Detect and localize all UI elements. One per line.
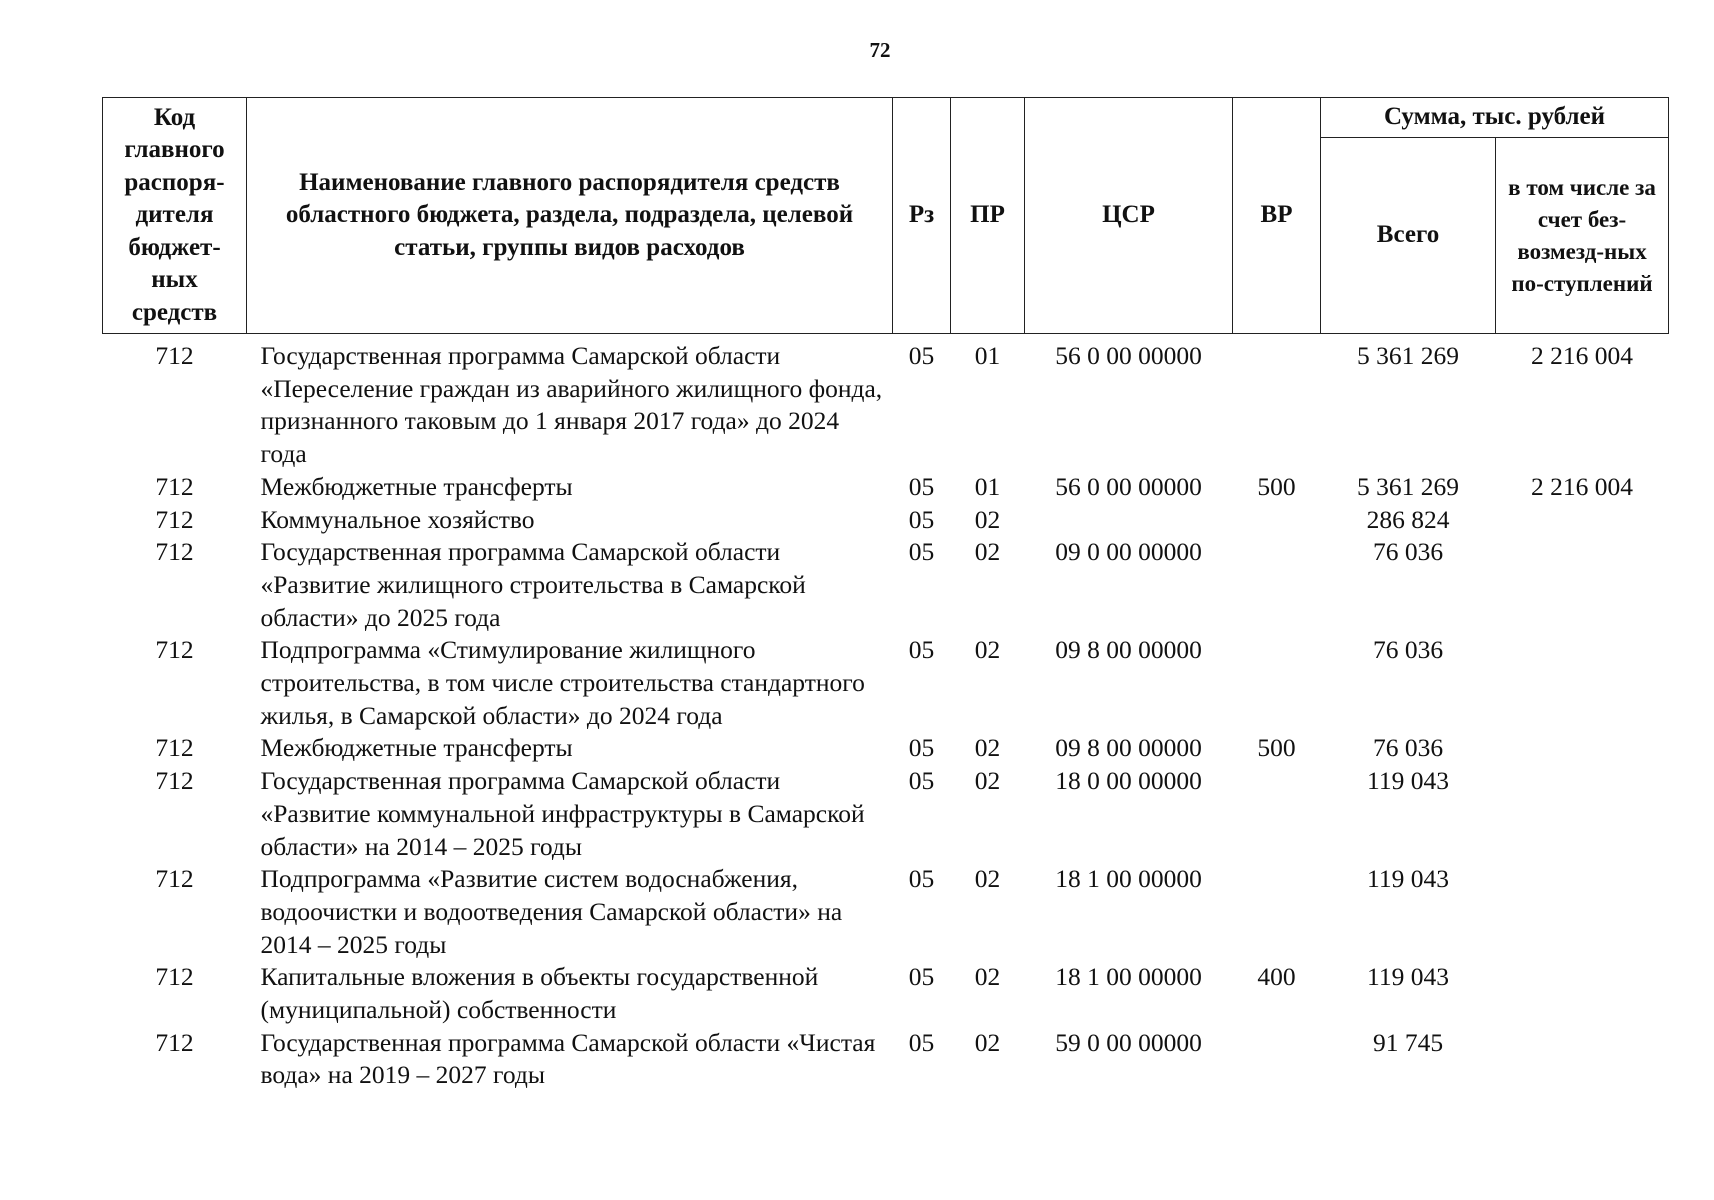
table-row (103, 634, 1669, 732)
cell-incl (1496, 536, 1669, 634)
header-vr: ВР (1233, 98, 1321, 334)
table-row (103, 961, 1669, 1026)
cell-code: 712 (155, 635, 194, 665)
cell-vr (1233, 536, 1321, 634)
table-row (103, 536, 1669, 634)
cell-name: Государственная программа Самарской области «Развитие жилищного строительства в Самарской области» до 2025 года (260, 537, 806, 632)
cell-rz: 05 (908, 864, 935, 894)
header-total: Всего (1321, 138, 1496, 334)
cell-vr: 500 (1257, 471, 1296, 501)
cell-name: Капитальные вложения в объекты государственной (муниципальной) собственности (260, 962, 819, 1025)
cell-name: Подпрограмма «Стимулирование жилищного строительства, в том числе строительства стандартного жилья, в Самарской области» до 2024 года (260, 635, 865, 730)
cell-total: 5 361 269 (1357, 471, 1459, 501)
cell-rz: 05 (908, 962, 935, 992)
cell-incl: 2 216 004 (1531, 471, 1633, 501)
cell-rz: 05 (908, 635, 935, 665)
cell-rz: 05 (908, 1027, 935, 1057)
cell-incl: 2 216 004 (1531, 341, 1633, 370)
header-code: Код главного распоря-дителя бюджет-ных средств (103, 98, 247, 334)
cell-code: 712 (155, 962, 194, 992)
cell-incl (1496, 863, 1669, 961)
cell-vr: 500 (1257, 733, 1296, 763)
cell-csr: 59 0 00 00000 (1055, 1027, 1202, 1057)
cell-incl (1496, 634, 1669, 732)
cell-incl (1496, 1027, 1669, 1092)
cell-total: 76 036 (1372, 635, 1444, 665)
table-row (103, 504, 1669, 537)
cell-pr: 02 (974, 864, 1001, 894)
cell-code: 712 (155, 537, 194, 567)
cell-pr: 02 (974, 733, 1001, 763)
cell-total: 119 043 (1367, 962, 1449, 992)
cell-incl (1496, 504, 1669, 537)
cell-code: 712 (155, 733, 194, 763)
cell-name: Межбюджетные трансферты (260, 471, 573, 501)
cell-csr: 09 8 00 00000 (1055, 733, 1202, 763)
cell-csr: 56 0 00 00000 (1055, 341, 1202, 370)
cell-vr (1233, 504, 1321, 537)
cell-code: 712 (155, 864, 194, 894)
cell-pr: 02 (974, 504, 1001, 534)
cell-incl (1496, 961, 1669, 1026)
cell-total: 286 824 (1366, 504, 1450, 534)
table-row (103, 471, 1669, 504)
cell-rz: 05 (908, 471, 935, 501)
cell-total: 76 036 (1372, 537, 1444, 567)
header-rz: Рз (893, 98, 951, 334)
table-row (103, 765, 1669, 863)
cell-incl (1496, 732, 1669, 765)
budget-table (102, 97, 1669, 1092)
cell-rz: 05 (908, 537, 935, 567)
cell-total: 119 043 (1367, 766, 1449, 796)
header-sum: Сумма, тыс. рублей (1321, 98, 1669, 138)
table-row (103, 732, 1669, 765)
table-row (103, 1027, 1669, 1092)
cell-total: 5 361 269 (1357, 341, 1459, 370)
cell-csr: 18 1 00 00000 (1055, 864, 1202, 894)
cell-name: Коммунальное хозяйство (260, 504, 535, 534)
table-row (103, 334, 1669, 471)
cell-code: 712 (155, 341, 194, 370)
cell-csr (1025, 504, 1233, 537)
cell-name: Подпрограмма «Развитие систем водоснабжения, водоочистки и водоотведения Самарской области» на 2014 – 2025 годы (260, 864, 843, 959)
cell-code: 712 (155, 471, 194, 501)
cell-pr: 02 (974, 962, 1001, 992)
cell-pr: 01 (974, 341, 1001, 370)
cell-code: 712 (155, 1027, 194, 1057)
cell-pr: 02 (974, 635, 1001, 665)
header-name: Наименование главного распорядителя средств областного бюджета, раздела, подраздела, целевой статьи, группы видов расходов (247, 98, 893, 334)
cell-vr (1233, 634, 1321, 732)
cell-pr: 02 (974, 537, 1001, 567)
cell-rz: 05 (908, 733, 935, 763)
cell-name: Государственная программа Самарской области «Чистая вода» на 2019 – 2027 годы (260, 1027, 876, 1090)
cell-code: 712 (155, 766, 194, 796)
cell-incl (1496, 765, 1669, 863)
header-incl: в том числе за счет без-возмезд-ных по-ступлений (1496, 138, 1669, 334)
page-number: 72 (869, 38, 891, 62)
cell-rz: 05 (908, 504, 935, 534)
cell-rz: 05 (908, 341, 935, 370)
cell-name: Государственная программа Самарской области «Переселение граждан из аварийного жилищного фонда, признанного таковым до 1 января 2017 года» до 2024 года (260, 341, 883, 469)
cell-csr: 09 8 00 00000 (1055, 635, 1202, 665)
cell-vr (1233, 765, 1321, 863)
cell-name: Межбюджетные трансферты (260, 733, 573, 763)
cell-csr: 18 1 00 00000 (1055, 962, 1202, 992)
cell-name: Государственная программа Самарской области «Развитие коммунальной инфраструктуры в Самарской области» на 2014 – 2025 годы (260, 766, 865, 861)
cell-csr: 18 0 00 00000 (1055, 766, 1202, 796)
cell-code: 712 (155, 504, 194, 534)
table-row (103, 863, 1669, 961)
header-csr: ЦСР (1025, 98, 1233, 334)
cell-csr: 56 0 00 00000 (1055, 471, 1202, 501)
cell-pr: 01 (974, 471, 1001, 501)
cell-total: 76 036 (1372, 733, 1444, 763)
cell-pr: 02 (974, 1027, 1001, 1057)
cell-total: 91 745 (1372, 1027, 1444, 1057)
cell-total: 119 043 (1367, 864, 1449, 894)
cell-vr: 400 (1257, 962, 1296, 992)
cell-vr (1233, 334, 1321, 471)
table-body (103, 334, 1669, 1093)
cell-csr: 09 0 00 00000 (1055, 537, 1202, 567)
cell-vr (1233, 863, 1321, 961)
header-pr: ПР (951, 98, 1025, 334)
cell-rz: 05 (908, 766, 935, 796)
cell-pr: 02 (974, 766, 1001, 796)
cell-vr (1233, 1027, 1321, 1092)
